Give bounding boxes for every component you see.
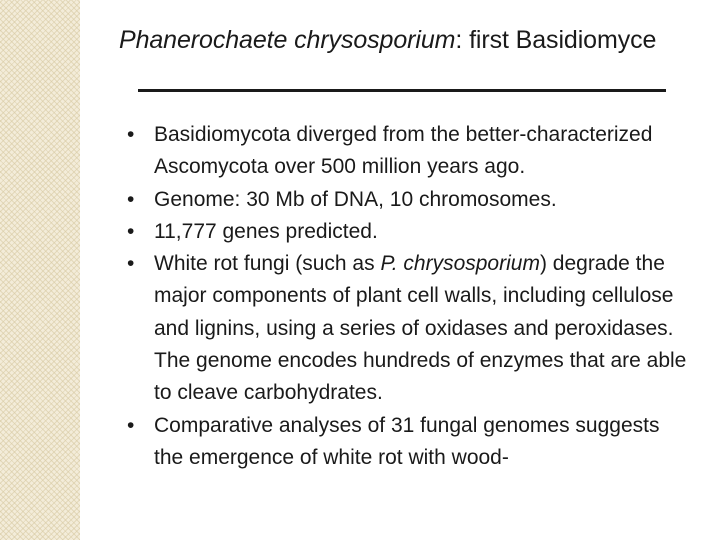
title-underline (138, 89, 666, 92)
bullet-item (122, 410, 692, 475)
title-text: : first Basidiomyce (455, 26, 657, 54)
bullet-item (122, 216, 692, 248)
bullet-item (122, 119, 692, 184)
bullet-text: Genome: 30 Mb of DNA, 10 chromosomes. (154, 187, 557, 211)
bullet-text: 11,777 genes predicted. (154, 219, 378, 243)
bullet-text: White rot fungi (such as (154, 252, 381, 276)
decorative-side-strip (0, 0, 80, 540)
bullet-species-name: P. chrysosporium (380, 252, 540, 276)
title-species-name: Phanerochaete chrysosporium (119, 26, 456, 54)
bullet-list (122, 119, 692, 474)
bullet-item (122, 184, 692, 216)
slide-title (119, 24, 656, 56)
bullet-text: Basidiomycota diverged from the better-characterized Ascomycota over 500 million years ago. (154, 123, 653, 179)
bullet-item (122, 248, 692, 409)
bullet-text: Comparative analyses of 31 fungal genomes suggests the emergence of white rot with wood- (154, 413, 660, 469)
bullet-text: ) degrade the major components of plant cell walls, including cellulose and lignins, using a series of oxidases and peroxidases. The genome encodes hundreds of enzymes that are able to cleave carbohydrates. (154, 252, 687, 405)
